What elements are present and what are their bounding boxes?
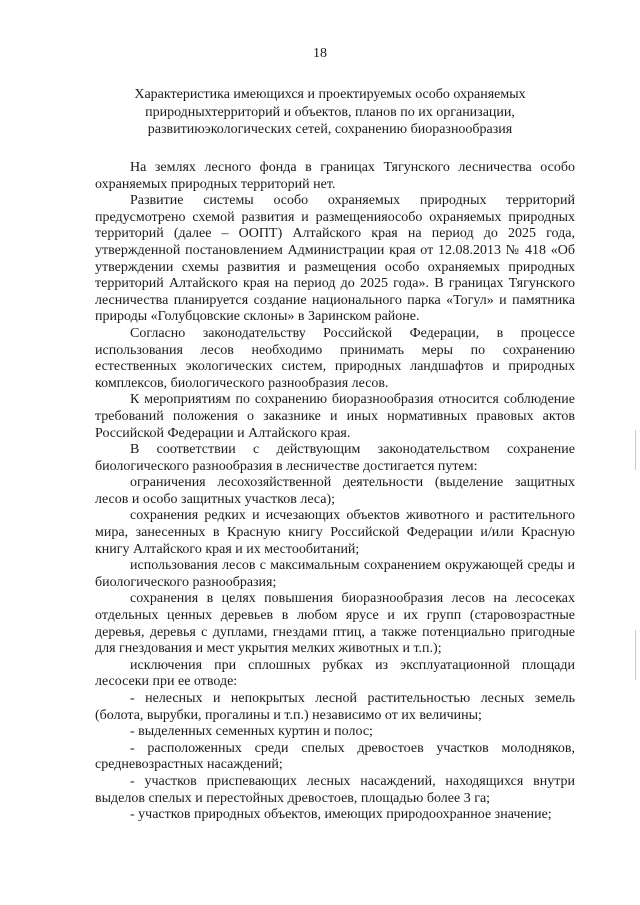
paragraph: В соответствии с действующим законодательством сохранение биологического разнообразия в лесничестве достигается путем:: [95, 442, 575, 474]
heading-line: Характеристика имеющихся и проектируемых особо охраняемых: [134, 87, 526, 102]
dash-item: - участков приспевающих лесных насаждений, находящихся внутри выделов спелых и перестойных древостоев, площадью более 3 га;: [95, 773, 575, 806]
document-body: [95, 160, 575, 824]
paragraph: На землях лесного фонда в границах Тягунского лесничества особо охраняемых природных территорий нет.: [95, 160, 575, 192]
list-paragraph: ограничения лесохозяйственной деятельности (выделение защитных лесов и особо защитных участков леса);: [95, 475, 575, 507]
paragraph: Согласно законодательству Российской Федерации, в процессе использования лесов необходимо принимать меры по сохранению естественных экологических систем, природных ландшафтов и природных комплексов, биологического разнообразия лесов.: [95, 325, 575, 391]
scan-edge-mark: [635, 630, 636, 680]
section-heading: [100, 86, 560, 139]
list-paragraph: сохранения редких и исчезающих объектов животного и растительного мира, занесенных в Красную книгу Российской Федерации и/или Красную книгу Алтайского края и их местообитаний;: [95, 508, 575, 557]
list-paragraph: сохранения в целях повышения биоразнообразия лесов на лесосеках отдельных ценных деревьев в любом ярусе и их групп (старовозрастные деревья, деревья с дуплами, гнездами птиц, а также потенциально пригодные для гнездования и мест укрытия мелких животных и т.п.);: [95, 591, 575, 657]
list-paragraph: использования лесов с максимальным сохранением окружающей среды и биологического разнообразия;: [95, 558, 575, 590]
dash-item: - выделенных семенных куртин и полос;: [130, 724, 373, 740]
list-paragraph: исключения при сплошных рубках из эксплуатационной площади лесосеки при ее отводе:: [95, 657, 575, 690]
dash-item: - участков природных объектов, имеющих природоохранное значение;: [130, 807, 552, 823]
dash-item: - нелесных и непокрытых лесной растительностью лесных земель (болота, вырубки, прогалины и т.п.) независимо от их величины;: [95, 691, 575, 723]
paragraph: Развитие системы особо охраняемых природных территорий предусмотрено схемой развития и размещенияособо охраняемых природных территорий (далее – ООПТ) Алтайского края на период до 2025 года, утвержденной постановлением Администрации края от 12.08.2013 № 418 «Об утверждении схемы развития и размещения особо охраняемых природных территорий Алтайского края на период до 2025 года». В границах Тягунского лесничества планируется создание национального парка «Тогул» и памятника природы «Голубцовские склоны» в Заринском районе.: [95, 193, 575, 325]
paragraph: К мероприятиям по сохранению биоразнообразия относится соблюдение требований положения о заказнике и иных нормативных правовых актов Российской Федерации и Алтайского края.: [95, 392, 575, 441]
heading-line: развитиюэкологических сетей, сохранению биоразнообразия: [147, 122, 513, 137]
scan-edge-mark: [635, 430, 636, 470]
page-number: 18: [313, 46, 327, 61]
heading-line: природныхтерриторий и объектов, планов по их организации,: [145, 104, 515, 120]
dash-item: - расположенных среди спелых древостоев участков молодняков, средневозрастных насаждений;: [95, 740, 575, 773]
